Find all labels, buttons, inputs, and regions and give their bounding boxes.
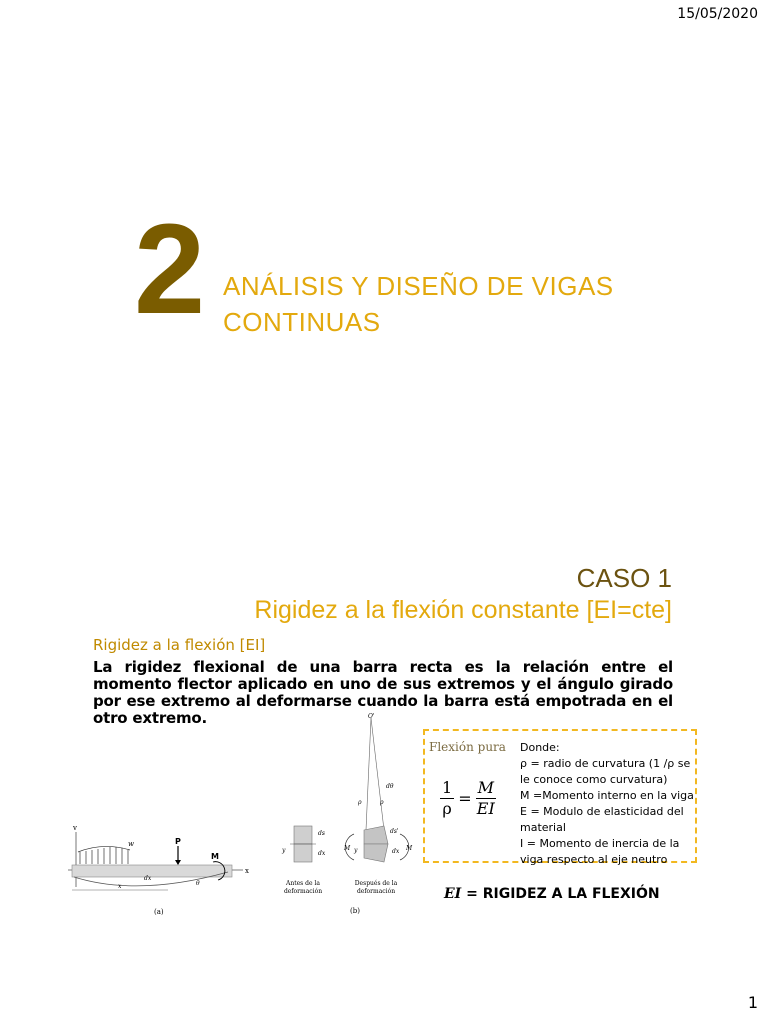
case-subtitle: Rigidez a la flexión constante [EI=cte] (254, 596, 672, 624)
chapter-title (223, 268, 614, 340)
load-w-label: w (128, 840, 134, 848)
moment-m-left: M (344, 845, 351, 852)
rho-label-left: ρ (358, 799, 362, 806)
fraction-left (440, 778, 454, 819)
fraction-left-numerator: 1 (442, 778, 453, 797)
beam-deformation-figure (58, 712, 420, 922)
rigidez-statement (444, 886, 660, 902)
figure-a-beam (68, 824, 249, 916)
figure-b-label: (b) (350, 907, 360, 915)
rigidez-symbol: EI (444, 886, 462, 902)
dx-label-b: dx (318, 850, 326, 857)
definition-rho: ρ = radio de curvatura (1 /ρ se le conoce como curvatura) (520, 757, 691, 786)
caption-after-2: deformación (356, 888, 396, 895)
moment-m-right: M (406, 845, 413, 852)
fraction-right-numerator: M (477, 778, 494, 797)
moment-m-label-a: M (211, 852, 219, 861)
y-label-before: y (282, 847, 286, 854)
fraction-right (476, 778, 496, 819)
section-paragraph: La rigidez flexional de una barra recta es la relación entre el momento flector aplicado en uno de sus extremos y el ángulo girado por ese extremo al deformarse cuando la barra está empotrada en el otro extremo. (93, 658, 673, 727)
case-label: CASO 1 (576, 563, 672, 593)
axis-x-label: x (245, 867, 249, 875)
curvature-formula (440, 778, 496, 819)
caption-after-1: Después de la (354, 880, 398, 887)
fraction-left-denominator: ρ (442, 799, 452, 818)
page-number: 1 (747, 993, 758, 1012)
equals-sign: = (458, 789, 472, 808)
figure-b-before (281, 826, 326, 895)
caption-before-2: deformación (283, 888, 323, 895)
load-p-label: P (175, 837, 181, 846)
rho-label-right: ρ (380, 799, 384, 806)
dx-label-after: dx (392, 848, 400, 855)
definition-i: I = Momento de inercia de la viga respecto al eje neutro (520, 837, 680, 866)
definition-e: E = Modulo de elasticidad del material (520, 805, 684, 834)
ds-prime-label: ds' (390, 828, 399, 835)
date-stamp: 15/05/2020 (677, 6, 758, 22)
caption-before-1: Antes de la (286, 880, 320, 887)
formula-definitions (520, 740, 696, 868)
chapter-title-line2: CONTINUAS (223, 307, 381, 337)
rigidez-text: = RIGIDEZ A LA FLEXIÓN (461, 886, 660, 902)
dtheta-label: dθ (386, 783, 394, 790)
theta-label: θ (196, 880, 200, 887)
fraction-right-denominator: EI (476, 799, 495, 818)
chapter-title-line1: ANÁLISIS Y DISEÑO DE VIGAS (223, 271, 614, 301)
definition-m: M =Momento interno en la viga (520, 789, 694, 802)
o-prime-label: O' (368, 713, 375, 720)
figure-a-label: (a) (154, 908, 164, 916)
figure-b-after (343, 713, 413, 915)
dx-label-a: dx (144, 875, 152, 882)
chapter-number: 2 (134, 198, 204, 341)
flexion-pura-label: Flexión pura (429, 740, 506, 754)
y-label-after: y (354, 847, 358, 854)
x-dim-label: x (118, 883, 122, 890)
axis-v-label: v (73, 824, 77, 832)
section-heading: Rigidez a la flexión [EI] (93, 636, 266, 654)
donde-label: Donde: (520, 741, 560, 754)
ds-label: ds (318, 830, 325, 837)
